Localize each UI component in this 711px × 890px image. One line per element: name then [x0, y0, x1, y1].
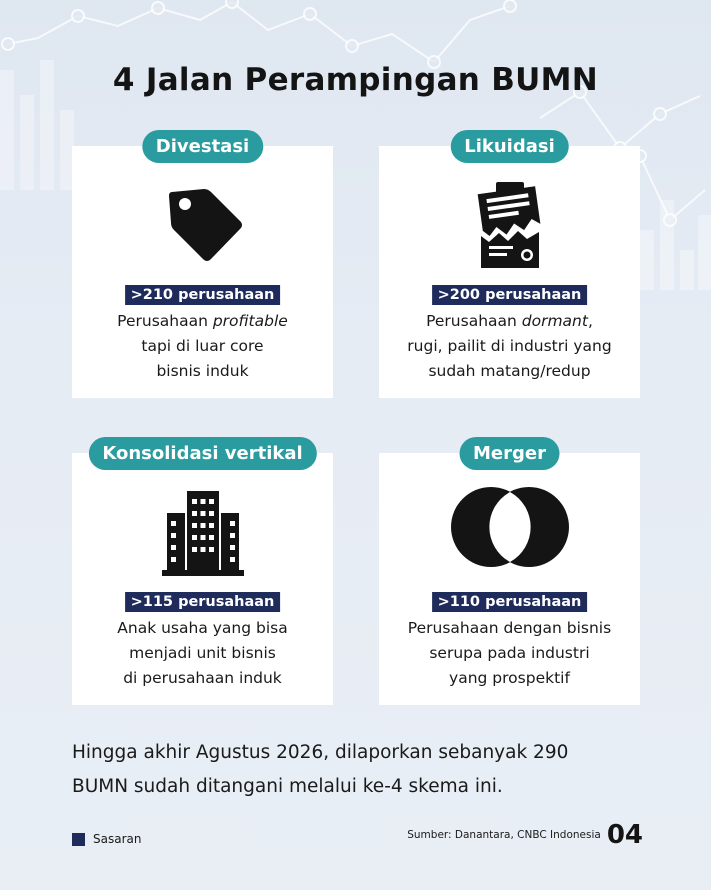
building-icon [161, 487, 245, 577]
count-badge: >115 perusahaan [125, 592, 281, 612]
desc-line: menjadi unit bisnis [129, 644, 276, 662]
source-text: Sumber: Danantara, CNBC Indonesia [407, 829, 601, 841]
desc-emphasis: dormant [521, 312, 588, 330]
card-konsolidasi-vertikal [72, 443, 333, 705]
brand-name: Sasaran [93, 832, 142, 846]
desc-line: di perusahaan induk [123, 669, 282, 687]
summary-line: BUMN sudah ditangani melalui ke-4 skema ini. [72, 776, 503, 797]
category-pill-merger: Merger [459, 437, 560, 470]
page-title: 4 Jalan Perampingan BUMN [112, 62, 599, 98]
desc-text: , [587, 312, 593, 330]
card-description [72, 309, 333, 384]
card-description [72, 616, 333, 691]
desc-text: Perusahaan [117, 312, 213, 330]
desc-line: Anak usaha yang bisa [117, 619, 288, 637]
category-pill-likuidasi: Likuidasi [450, 130, 569, 163]
count-badge: >210 perusahaan [125, 285, 281, 305]
summary-line: Hingga akhir Agustus 2026, dilaporkan sebanyak 290 [72, 742, 569, 763]
count-badge: >200 perusahaan [432, 285, 588, 305]
desc-line: Perusahaan dengan bisnis [407, 619, 612, 637]
desc-text: Perusahaan [426, 312, 522, 330]
footer-source [407, 820, 643, 850]
category-pill-divestasi: Divestasi [142, 130, 263, 163]
footer-brand [72, 832, 141, 846]
card-merger [379, 443, 640, 705]
overlapping-circles-icon [450, 487, 570, 567]
page-number: 04 [606, 820, 643, 850]
desc-emphasis: profitable [212, 312, 288, 330]
desc-line: sudah matang/redup [428, 362, 591, 380]
desc-line: bisnis induk [156, 362, 249, 380]
desc-line: serupa pada industri [429, 644, 590, 662]
category-pill-konsolidasi: Konsolidasi vertikal [88, 437, 316, 470]
desc-line: tapi di luar core [141, 337, 264, 355]
card-description [379, 309, 640, 384]
card-likuidasi [379, 136, 640, 398]
desc-line: yang prospektif [449, 669, 570, 687]
price-tag-icon [158, 180, 248, 270]
card-divestasi [72, 136, 333, 398]
count-badge: >110 perusahaan [432, 592, 588, 612]
card-description [379, 616, 640, 691]
desc-line: rugi, pailit di industri yang [407, 337, 612, 355]
summary-text [72, 736, 640, 804]
brand-square-icon [72, 833, 85, 846]
torn-document-icon [473, 180, 547, 270]
